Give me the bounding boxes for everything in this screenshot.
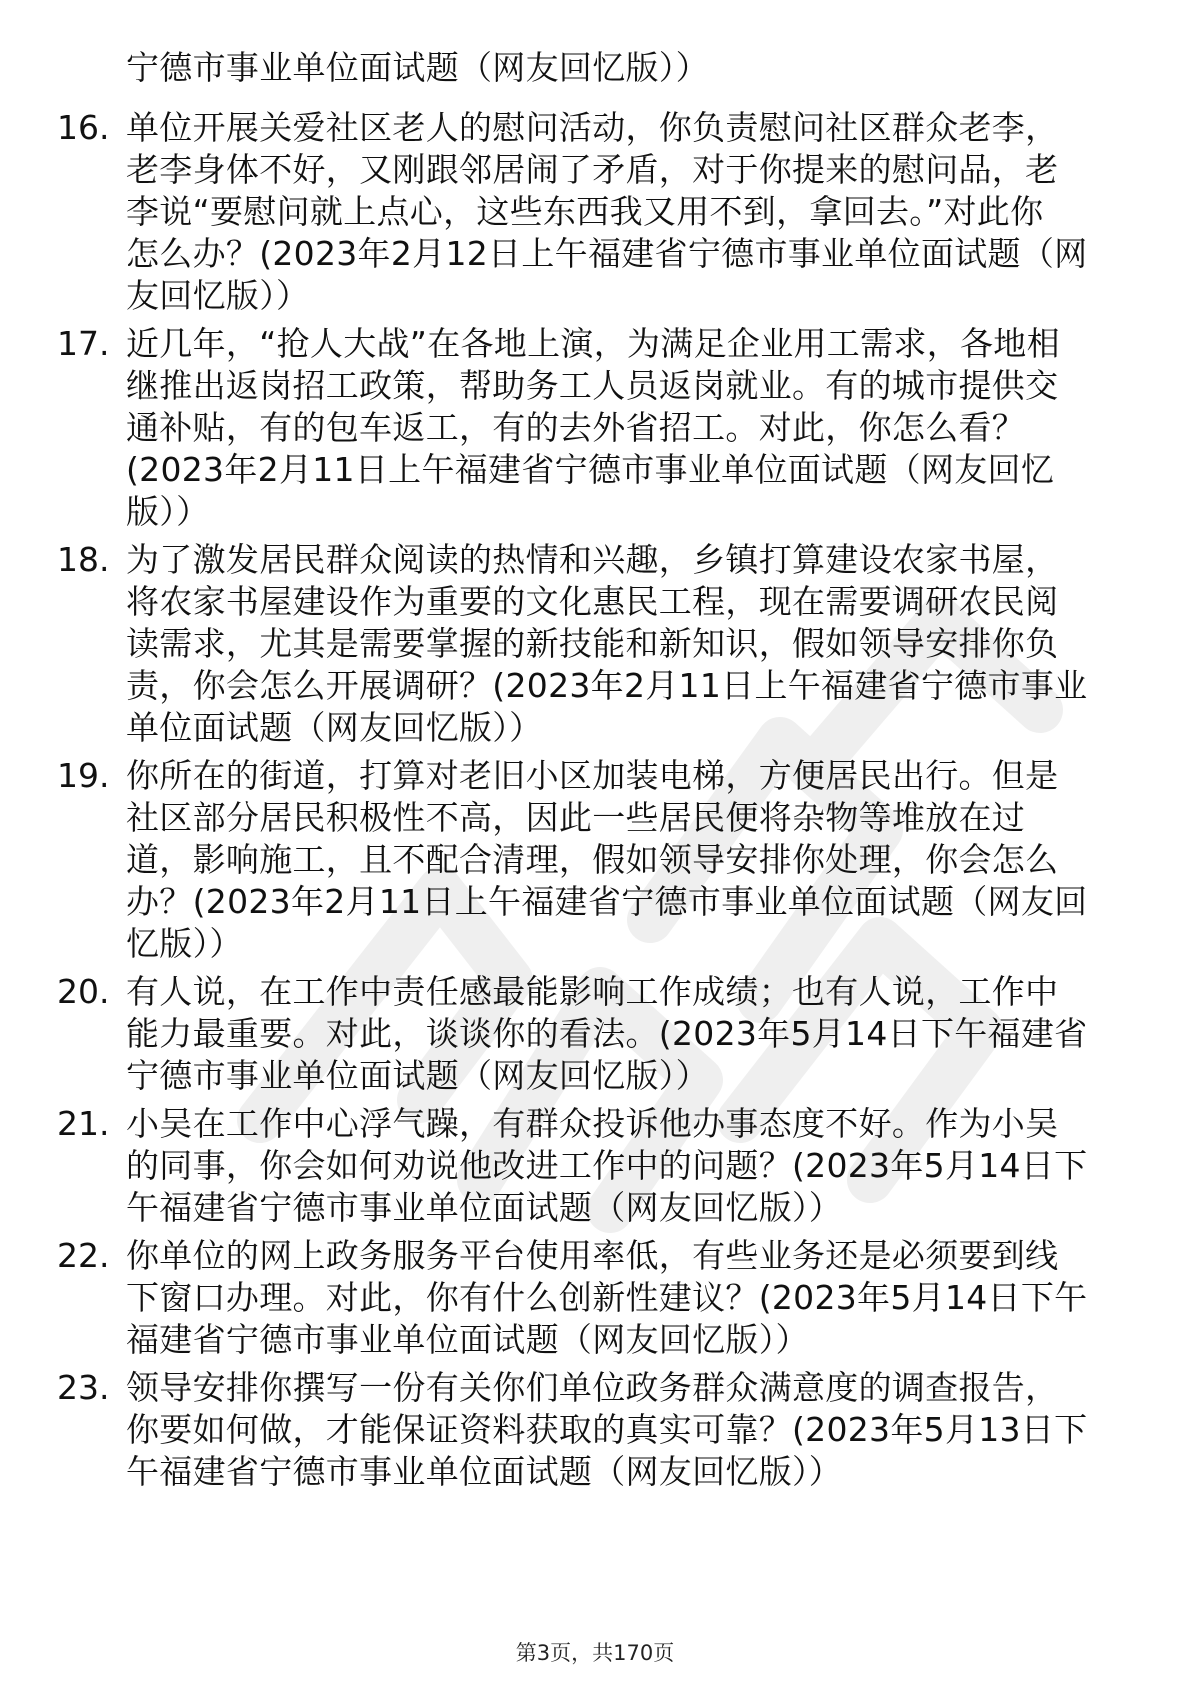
question-number: 20.	[57, 972, 110, 1011]
question-number: 17.	[57, 324, 110, 363]
question-number: 23.	[57, 1368, 110, 1407]
question-number: 21.	[57, 1104, 110, 1143]
page-footer-number: 第3页，共170页	[515, 1641, 675, 1665]
question-number: 16.	[57, 108, 110, 147]
document-page: 宁德市事业单位面试题（网友回忆版）） 16. 单位开展关爱社区老人的慰问活动，你负责慰问社区群众老李， 老李身体不好，又刚跟邻居闹了矛盾，对于你提来的慰问品，老 李说“要慰问就上点心，这些东西我又用不到，拿回去。”对此你 怎么办？(2023年2月12日上午福建省宁德市事业单位面试题（网 友回忆版）） 17. 近几年，“抢人大战”在各地上演，为满足企业用工需求，各地相 继推出返岗招工政策，帮助务工人员返岗就业。有的城市提供交 通补贴，有的包车返工，有的去外省招工。对此，你怎么看？ (2023年2月11日上午福建省宁德市事业单位面试题（网友回忆 版）） 18. 为了激发居民群众阅读的热情和兴趣，乡镇打算建设农家书屋， 将农家书屋建设作为重要的文化惠民工程，现在需要调研农民阅 读需求，尤其是需要掌握的新技能和新知识，假如领导安排你负 责，你会怎么开展调研？(2023年2月11日上午福建省宁德市事业 单位面试题（网友回忆版）） 19. 你所在的街道，打算对老旧小区加装电梯，方便居民出行。但是 社区部分居民积极性不高，因此一些居民便将杂物等堆放在过 道，影响施工，且不配合清理，假如领导安排你处理，你会怎么 办？(2023年2月11日上午福建省宁德市事业单位面试题（网友回 忆版）） 20. 有人说，在工作中责任感最能影响工作成绩；也有人说，工作中 能力最重要。对此，谈谈你的看法。(2023年5月14日下午福建省 宁德市事业单位面试题（网友回忆版）） 21. 小吴在工作中心浮气躁，有群众投诉他办事态度不好。作为小吴 的同事，你会如何劝说他改进工作中的问题？(2023年5月14日下 午福建省宁德市事业单位面试题（网友回忆版）） 22. 你单位的网上政务服务平台使用率低，有些业务还是必须要到线 下窗口办理。对此，你有什么创新性建议？(2023年5月14日下午 福建省宁德市事业单位面试题（网友回忆版）） 23. 领导安排你撰写一份有关你们单位政务群众满意度的调查报告， 你要如何做，才能保证资料获取的真实可靠？(2023年5月13日下 午福建省宁德市事业单位面试题（网友回忆版）） 第3页，共170页	[0, 0, 1190, 1684]
question-number: 18.	[57, 540, 110, 579]
question-number: 19.	[57, 756, 110, 795]
continuation-text: 宁德市事业单位面试题（网友回忆版））	[126, 48, 709, 87]
question-number: 22.	[57, 1236, 110, 1275]
